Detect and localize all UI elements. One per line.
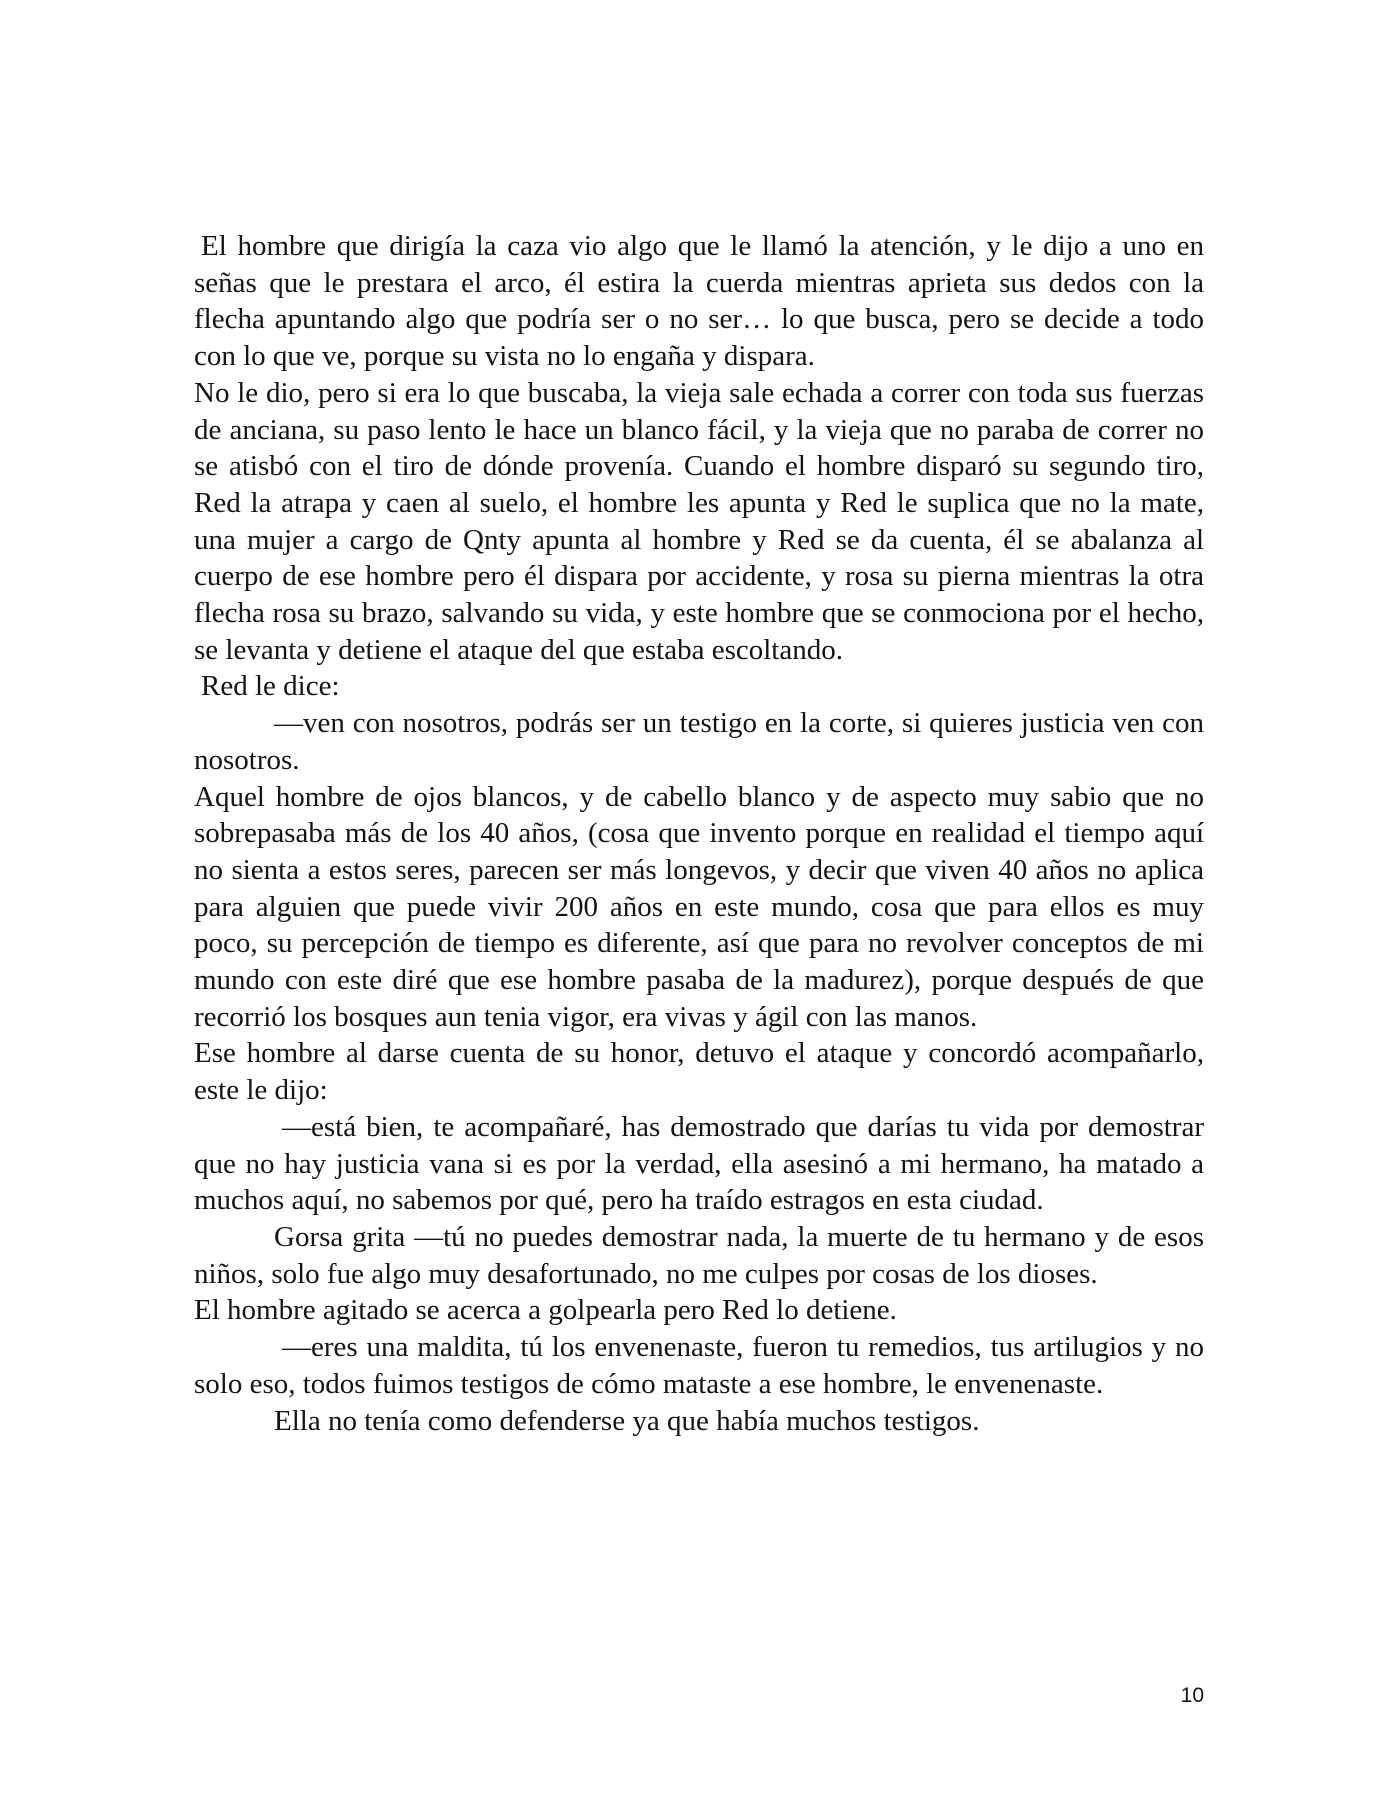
paragraph-agitated-man: El hombre agitado se acerca a golpearla pero Red lo detiene. [194,1294,897,1327]
dialog-accusation: —eres una maldita, tú los envenenaste, fueron tu remedios, tus artilugios y no solo eso, todos fuimos testigos de cómo mataste a ese hombre, le envenenaste. [194,1331,1204,1400]
body-text [194,228,1204,1439]
paragraph-white-eyed-man: Aquel hombre de ojos blancos, y de cabello blanco y de aspecto muy sabio que no sobrepasaba más de los 40 años, (cosa que invento porque en realidad el tiempo aquí no sienta a estos seres, parecen ser más longevos, y decir que viven 40 años no aplica para alguien que puede vivir 200 años en este mundo, cosa que para ellos es muy poco, su percepción de tiempo es diferente, así que para no revolver conceptos de mi mundo con este diré que ese hombre pasaba de la madurez), porque después de que recorrió los bosques aun tenia vigor, era vivas y ágil con las manos. [194,780,1204,1033]
page-number: 10 [1180,1684,1204,1707]
dialog-agree: —está bien, te acompañaré, has demostrado que darías tu vida por demostrar que no hay justicia vana si es por la verdad, ella asesinó a mi hermano, ha matado a muchos aquí, no sabemos por qué, pero ha traído estragos en esta ciudad. [194,1110,1204,1217]
paragraph-honor: Ese hombre al darse cuenta de su honor, detuvo el ataque y concordó acompañarlo, este le dijo: [194,1037,1204,1107]
paragraph-red-says: Red le dice: [201,670,340,703]
paragraph-chase: No le dio, pero si era lo que buscaba, la vieja sale echada a correr con toda sus fuerzas de anciana, su paso lento le hace un blanco fácil, y la vieja que no paraba de correr no se atisbó con el tiro de dónde provenía. Cuando el hombre disparó su segundo tiro, Red la atrapa y caen al suelo, el hombre les apunta y Red le suplica que no la mate, una mujer a cargo de Qnty apunta al hombre y Red se da cuenta, él se abalanza al cuerpo de ese hombre pero él dispara por accidente, y rosa su pierna mientras la otra flecha rosa su brazo, salvando su vida, y este hombre que se conmociona por el hecho, se levanta y detiene el ataque del que estaba escoltando. [194,376,1204,666]
dialog-gorsa-shouts: Gorsa grita —tú no puedes demostrar nada, la muerte de tu hermano y de esos niños, solo fue algo muy desafortunado, no me culpes por cosas de los dioses. [194,1220,1204,1290]
paragraph-no-defense: Ella no tenía como defenderse ya que había muchos testigos. [274,1404,980,1437]
paragraph-hunt: El hombre que dirigía la caza vio algo que le llamó la atención, y le dijo a uno en señas que le prestara el arco, él estira la cuerda mientras aprieta sus dedos con la flecha apuntando algo que podría ser o no ser… lo que busca, pero se decide a todo con lo que ve, porque su vista no lo engaña y dispara. [194,230,1204,373]
dialog-come-with-us: —ven con nosotros, podrás ser un testigo en la corte, si quieres justicia ven con nosotros. [194,707,1204,776]
